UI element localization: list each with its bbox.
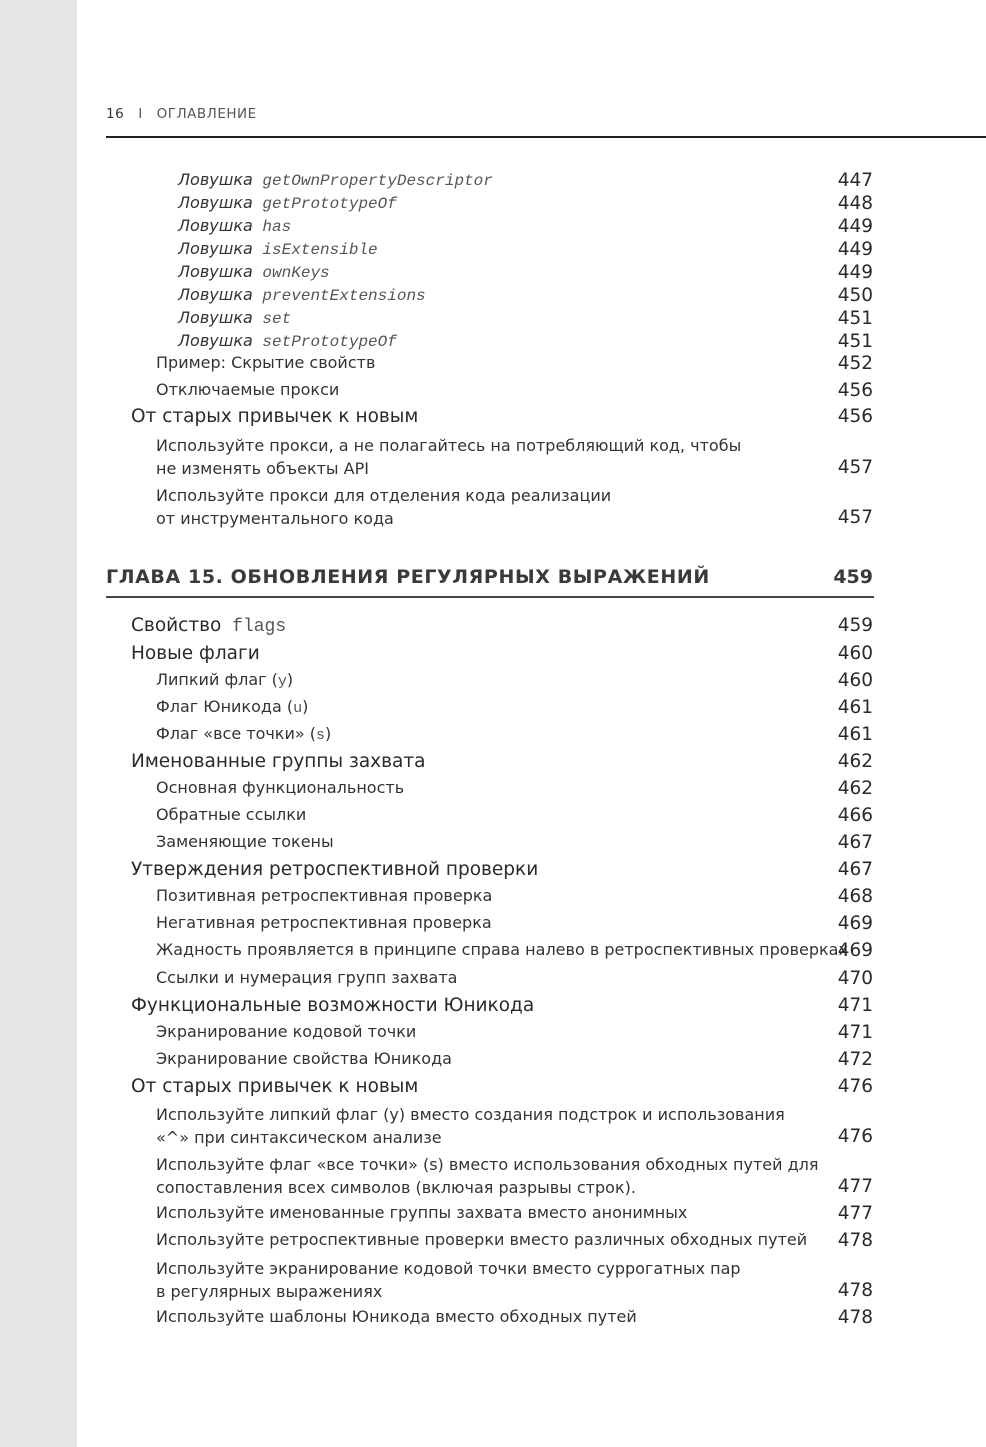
entry-text: Используйте прокси, а не полагайтесь на потребляющий код, чтобы [156,436,742,455]
entry-text: Флаг Юникода ( [156,697,294,716]
code-name: s [315,727,325,744]
toc-entry-page: 478 [837,1280,873,1301]
toc-entry-title[interactable] [156,1153,819,1199]
code-name: flags [221,617,287,637]
toc-entry-page: 477 [837,1203,873,1224]
toc-entry-title[interactable] [156,832,334,851]
trap-label: Ловушка [178,285,253,304]
entry-text: Пример: Скрытие свойств [156,353,376,372]
toc-entry-page: 456 [837,406,873,427]
entry-text: Липкий флаг ( [156,670,278,689]
entry-text-line2: от инструментального кода [156,509,394,528]
entry-text: Используйте шаблоны Юникода вместо обходных путей [156,1307,637,1326]
entry-text: Функциональные возможности Юникода [131,995,535,1016]
toc-entry-title[interactable] [156,1049,452,1068]
entry-text: Используйте прокси для отделения кода реализации [156,486,612,505]
page-number: 16 [106,106,125,122]
toc-entry-page: 449 [837,239,873,260]
trap-label: Ловушка [178,170,253,189]
chapter-rule [106,596,874,598]
entry-text: Ссылки и нумерация групп захвата [156,968,458,987]
toc-entry-title[interactable] [178,170,493,190]
toc-entry-page: 460 [837,670,873,691]
toc-entry-title[interactable] [131,995,534,1016]
entry-text: Позитивная ретроспективная проверка [156,886,493,905]
code-name: set [252,310,292,328]
entry-text: Отключаемые прокси [156,380,340,399]
entry-text-suffix: ) [286,670,294,689]
toc-entry-title[interactable] [156,484,611,530]
toc-entry-page: 457 [837,507,873,528]
toc-entry-title[interactable] [178,308,291,328]
toc-entry-page: 451 [837,308,873,329]
toc-entry-page: 467 [837,859,873,880]
toc-entry-page: 461 [837,724,873,745]
toc-entry-page: 450 [837,285,873,306]
toc-entry-page: 460 [837,643,873,664]
toc-entry-title[interactable] [156,805,306,824]
toc-entry-title[interactable] [156,434,741,480]
toc-entry-page: 447 [837,170,873,191]
entry-text: Экранирование кодовой точки [156,1022,417,1041]
entry-text: Именованные группы захвата [131,751,426,772]
toc-entry-page: 462 [837,751,873,772]
toc-entry-page: 478 [837,1307,873,1328]
toc-entry-page: 449 [837,262,873,283]
toc-entry-title[interactable] [178,239,378,259]
toc-entry-page: 471 [837,1022,873,1043]
toc-entry-title[interactable] [131,859,538,880]
trap-label: Ловушка [178,331,253,350]
toc-entry-title[interactable] [178,331,397,351]
entry-text: Жадность проявляется в принципе справа налево в ретроспективных проверках [156,940,848,959]
chapter-page: 459 [833,566,873,588]
toc-entry-title[interactable] [156,670,293,690]
entry-text-line2: не изменять объекты API [156,459,369,478]
toc-entry-page: 468 [837,886,873,907]
toc-entry-page: 469 [837,913,873,934]
toc-entry-page: 449 [837,216,873,237]
code-name: isExtensible [252,241,378,259]
toc-entry-title[interactable] [156,886,492,905]
entry-text: Используйте флаг «все точки» (s) вместо использования обходных путей для [156,1155,819,1174]
header-rule [106,136,986,138]
toc-entry-title[interactable] [178,216,291,236]
code-name: setPrototypeOf [252,333,397,351]
trap-label: Ловушка [178,262,253,281]
entry-text: Основная функциональность [156,778,405,797]
toc-entry-title[interactable] [156,1230,807,1249]
trap-label: Ловушка [178,193,253,212]
toc-entry-title[interactable] [156,353,375,372]
page-gutter [0,0,77,1447]
toc-entry-page: 470 [837,968,873,989]
toc-entry-title[interactable] [156,697,308,717]
toc-entry-page: 452 [837,353,873,374]
toc-entry-title[interactable] [178,262,330,282]
toc-entry-title[interactable] [131,406,418,427]
toc-entry-page: 476 [837,1076,873,1097]
code-name: getPrototypeOf [252,195,397,213]
trap-label: Ловушка [178,308,253,327]
toc-entry-page: 469 [837,940,873,961]
code-name: getOwnPropertyDescriptor [252,172,493,190]
toc-entry-title[interactable] [156,380,339,399]
toc-entry-title[interactable] [156,940,848,959]
toc-entry-page: 478 [837,1230,873,1251]
trap-label: Ловушка [178,239,253,258]
entry-text: Используйте экранирование кодовой точки вместо суррогатных пар [156,1259,741,1278]
entry-text: Заменяющие токены [156,832,334,851]
entry-text: Негативная ретроспективная проверка [156,913,492,932]
entry-text: Обратные ссылки [156,805,307,824]
code-name: ownKeys [252,264,330,282]
entry-text-line2: в регулярных выражениях [156,1282,383,1301]
toc-entry-title[interactable] [131,615,286,637]
entry-text-suffix: ) [325,724,332,743]
running-head [106,106,257,122]
code-name: has [252,218,292,236]
entry-text: Флаг «все точки» ( [156,724,316,743]
entry-text: Используйте именованные группы захвата вместо анонимных [156,1203,688,1222]
toc-entry-title[interactable] [131,643,260,664]
toc-entry-title[interactable] [156,778,404,797]
toc-entry-page: 466 [837,805,873,826]
entry-text: Используйте ретроспективные проверки вместо различных обходных путей [156,1230,808,1249]
entry-text: Экранирование свойства Юникода [156,1049,452,1068]
code-name: u [293,700,303,717]
toc-entry-page: 477 [837,1176,873,1197]
entry-text: От старых привычек к новым [131,1076,419,1097]
toc-entry-title[interactable] [156,913,492,932]
toc-entry-title[interactable] [156,1307,637,1326]
toc-entry-page: 448 [837,193,873,214]
entry-text-suffix: ) [302,697,309,716]
toc-entry-title[interactable] [156,1257,741,1303]
entry-text: Используйте липкий флаг (y) вместо создания подстрок и использования [156,1105,785,1124]
code-name: y [277,673,287,690]
entry-text: От старых привычек к новым [131,406,419,427]
toc-entry-page: 471 [837,995,873,1016]
toc-entry-title[interactable] [131,751,425,772]
toc-entry-page: 457 [837,457,873,478]
toc-entry-title[interactable] [178,193,397,213]
toc-entry-title[interactable] [156,1022,416,1041]
entry-text-line2: «^» при синтаксическом анализе [156,1128,442,1147]
entry-text-line2: сопоставления всех символов (включая разрывы строк). [156,1178,636,1197]
toc-entry-page: 472 [837,1049,873,1070]
toc-entry-page: 476 [837,1126,873,1147]
trap-label: Ловушка [178,216,253,235]
entry-text: Свойство [131,615,222,636]
entry-text: Новые флаги [131,643,260,664]
header-separator: I [138,106,143,122]
toc-entry-title[interactable] [156,724,331,744]
toc-entry-title[interactable] [156,1103,785,1149]
running-head-title: ОГЛАВЛЕНИЕ [156,106,257,122]
toc-entry-page: 467 [837,832,873,853]
toc-entry-page: 456 [837,380,873,401]
toc-entry-title[interactable] [156,968,457,987]
code-name: preventExtensions [252,287,426,305]
toc-entry-title[interactable] [131,1076,418,1097]
toc-entry-page: 462 [837,778,873,799]
toc-entry-page: 459 [837,615,873,636]
toc-entry-page: 451 [837,331,873,352]
chapter-title[interactable]: ГЛАВА 15. ОБНОВЛЕНИЯ РЕГУЛЯРНЫХ ВЫРАЖЕНИЙ [106,566,710,588]
toc-entry-page: 461 [837,697,873,718]
entry-text: Утверждения ретроспективной проверки [131,859,539,880]
toc-entry-title[interactable] [178,285,426,305]
toc-entry-title[interactable] [156,1203,687,1222]
